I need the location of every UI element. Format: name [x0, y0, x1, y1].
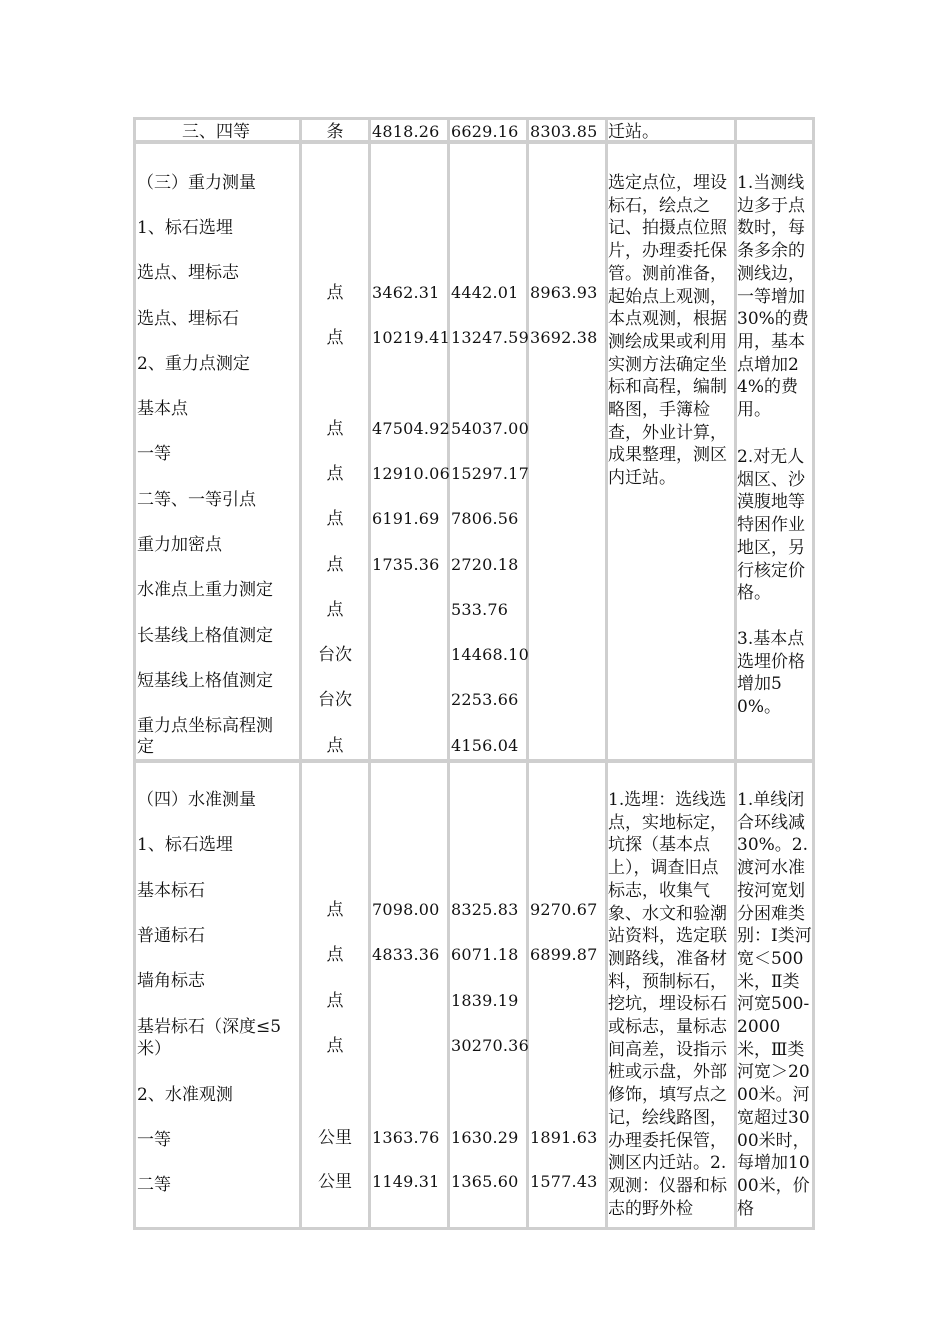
- price-cell: 8963.93: [530, 283, 598, 302]
- item-name: 二等: [137, 1175, 171, 1195]
- column-divider: [447, 120, 450, 1227]
- unit-cell: 公里: [318, 1128, 352, 1148]
- work-content: 1.选埋：选线选点，实地标定，坑探（基本点上），调查旧点标志，收集气象、水文和验潮站资料，选定联测路线，准备材料，预制标石，挖坑，埋设标石或标志，量标志间高差，设指示桩或示盘，外部修饰，填写点之记，绘线路图，办理委托保管，测区内迁站。2.观测：仪器和标志的野外检: [608, 790, 727, 1219]
- price-cell: 6071.18: [451, 945, 519, 964]
- item-name: 2、重力点测定: [137, 354, 250, 374]
- item-name: 定: [137, 737, 154, 757]
- unit-cell: 点: [326, 283, 344, 303]
- price-cell: 10219.41: [372, 328, 450, 347]
- unit-cell: 点: [326, 464, 344, 484]
- price-cell: 6899.87: [530, 945, 598, 964]
- price-cell: 4442.01: [451, 283, 519, 302]
- work-content: 迁站。: [608, 122, 659, 142]
- unit-cell: 台次: [318, 690, 352, 710]
- row-divider: [135, 759, 813, 763]
- price-cell: 47504.92: [372, 419, 450, 438]
- price-cell: 4833.36: [372, 945, 440, 964]
- price-cell: 9270.67: [530, 900, 598, 919]
- item-name: 重力点坐标高程测: [137, 716, 273, 736]
- unit-cell: 公里: [318, 1172, 352, 1192]
- section-title: （四）水准测量: [137, 790, 256, 810]
- work-content: 选定点位，埋设标石，绘点之记、拍摄点位照片，办理委托保管。测前准备，起始点上观测，本点观测，根据测绘成果或利用实测方法确定坐标和高程，编制略图，手簿检查，外业计算，成果整理，测区内迁站。: [608, 173, 727, 489]
- price-cell: 533.76: [451, 600, 509, 619]
- price-cell: 15297.17: [451, 464, 529, 483]
- price-cell: 4156.04: [451, 736, 519, 755]
- price-cell: 1365.60: [451, 1172, 519, 1191]
- unit-cell: 点: [326, 1036, 344, 1056]
- section-title: （三）重力测量: [137, 173, 256, 193]
- unit-cell: 点: [326, 419, 344, 439]
- price-cell: 3462.31: [372, 283, 440, 302]
- price-cell: 2253.66: [451, 690, 519, 709]
- price-cell: 14468.10: [451, 645, 529, 664]
- price-cell: 1891.63: [530, 1128, 598, 1147]
- item-name: 普通标石: [137, 926, 205, 946]
- price-cell: 1149.31: [372, 1172, 440, 1191]
- item-name: 一等: [137, 1130, 171, 1150]
- note-cell: 3.基本点选埋价格增加50%。: [737, 629, 805, 718]
- price-cell: 2720.18: [451, 555, 519, 574]
- price-cell: 8303.85: [530, 122, 598, 141]
- unit-cell: 点: [326, 736, 344, 756]
- price-cell: 6629.16: [451, 122, 519, 141]
- item-name: 长基线上格值测定: [137, 626, 273, 646]
- item-name: 1、标石选埋: [137, 835, 233, 855]
- item-name: 一等: [137, 444, 171, 464]
- note-cell: 1.当测线边多于点数时，每条多余的测线边，一等增加30%的费用，基本点增加24%的费用。: [737, 173, 809, 421]
- price-cell: 1735.36: [372, 555, 440, 574]
- price-cell: 13247.59: [451, 328, 529, 347]
- item-name: 基本点: [137, 399, 188, 419]
- note-cell: 1.单线闭合环线减30%。2.渡河水准按河宽划分困难类别：Ⅰ类河宽＜500米，Ⅱ类河宽500-2000米，Ⅲ类河宽＞2000米。河宽超过3000米时，每增加1000米，价格: [737, 790, 812, 1219]
- note-cell: 2.对无人烟区、沙漠腹地等特困作业地区，另行核定价格。: [737, 447, 805, 604]
- item-name: 选点、埋标志: [137, 263, 239, 283]
- price-cell: 12910.06: [372, 464, 450, 483]
- unit-cell: 点: [326, 600, 344, 620]
- column-divider: [299, 120, 302, 1227]
- unit-cell: 点: [326, 555, 344, 575]
- unit-cell: 条: [326, 122, 344, 142]
- price-cell: 1577.43: [530, 1172, 598, 1191]
- item-name: 水准点上重力测定: [137, 580, 273, 600]
- item-name: 基本标石: [137, 881, 205, 901]
- item-name: 选点、埋标石: [137, 309, 239, 329]
- price-cell: 6191.69: [372, 509, 440, 528]
- price-cell: 8325.83: [451, 900, 519, 919]
- unit-cell: 点: [326, 328, 344, 348]
- price-cell: 7098.00: [372, 900, 440, 919]
- unit-cell: 点: [326, 991, 344, 1011]
- unit-cell: 台次: [318, 645, 352, 665]
- unit-cell: 点: [326, 900, 344, 920]
- unit-cell: 点: [326, 945, 344, 965]
- price-cell: 7806.56: [451, 509, 519, 528]
- unit-cell: 点: [326, 509, 344, 529]
- item-name: 1、标石选埋: [137, 218, 233, 238]
- column-divider: [526, 120, 529, 1227]
- item-name: 2、水准观测: [137, 1085, 233, 1105]
- item-name: 基岩标石（深度≤5: [137, 1017, 282, 1037]
- price-cell: 3692.38: [530, 328, 598, 347]
- item-name: 三、四等: [182, 122, 250, 142]
- price-cell: 4818.26: [372, 122, 440, 141]
- item-name: 重力加密点: [137, 535, 222, 555]
- price-cell: 30270.36: [451, 1036, 529, 1055]
- price-cell: 1630.29: [451, 1128, 519, 1147]
- item-name: 墙角标志: [137, 971, 205, 991]
- item-name: 短基线上格值测定: [137, 671, 273, 691]
- item-name: 米）: [137, 1039, 171, 1059]
- price-cell: 54037.00: [451, 419, 529, 438]
- price-cell: 1839.19: [451, 991, 519, 1010]
- item-name: 二等、一等引点: [137, 490, 256, 510]
- column-divider: [368, 120, 371, 1227]
- price-cell: 1363.76: [372, 1128, 440, 1147]
